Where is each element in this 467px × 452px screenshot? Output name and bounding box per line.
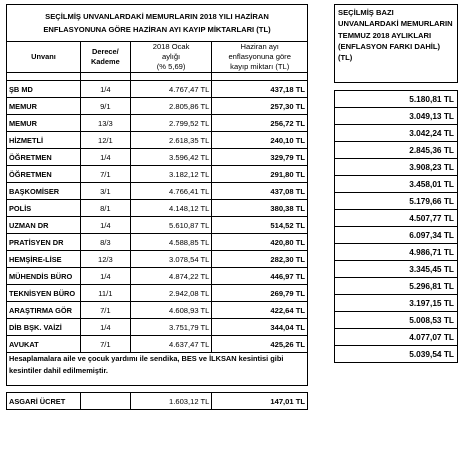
header-unvan: Unvanı (7, 42, 81, 73)
table-row (7, 200, 308, 217)
row-loss: 420,80 TL (212, 234, 308, 251)
row-grade: 11/1 (80, 285, 130, 302)
july-salary-value: 3.458,01 TL (335, 176, 458, 193)
side-row (335, 210, 458, 227)
row-name: HEMŞİRE-LİSE (7, 251, 81, 268)
july-salary-title: SEÇİLMİŞ BAZI UNVANLARDAKİ MEMURLARIN TEMMUZ 2018 AYLIKLARI (ENFLASYON FARKI DAHİL) (TL) (335, 5, 458, 83)
loss-table-body (7, 81, 308, 353)
july-salary-value: 3.042,24 TL (335, 125, 458, 142)
min-wage-row (7, 393, 308, 410)
july-salary-table (334, 4, 458, 390)
table-row (7, 319, 308, 336)
row-salary: 5.610,87 TL (130, 217, 212, 234)
row-loss: 257,30 TL (212, 98, 308, 115)
july-salary-value: 4.077,07 TL (335, 329, 458, 346)
table-row (7, 285, 308, 302)
side-row (335, 329, 458, 346)
row-name: TEKNİSYEN BÜRO (7, 285, 81, 302)
min-wage-grade (80, 393, 130, 410)
table-row (7, 268, 308, 285)
row-loss: 291,80 TL (212, 166, 308, 183)
july-salary-value: 6.097,34 TL (335, 227, 458, 244)
row-salary: 4.148,12 TL (130, 200, 212, 217)
row-loss: 269,79 TL (212, 285, 308, 302)
row-grade: 12/3 (80, 251, 130, 268)
side-row (335, 159, 458, 176)
side-spacer-row (335, 83, 458, 91)
header-derece-line2: Kademe (90, 57, 120, 66)
row-salary: 4.608,93 TL (130, 302, 212, 319)
min-wage-loss: 147,01 TL (212, 393, 308, 410)
july-salary-value: 4.507,77 TL (335, 210, 458, 227)
row-salary: 2.618,35 TL (130, 132, 212, 149)
row-salary: 3.078,54 TL (130, 251, 212, 268)
table-row (7, 132, 308, 149)
row-salary: 4.767,47 TL (130, 81, 212, 98)
row-name: ÖĞRETMEN (7, 166, 81, 183)
side-bottom-row (335, 363, 458, 391)
row-grade: 1/4 (80, 149, 130, 166)
row-name: ŞB MD (7, 81, 81, 98)
header-derece-line1: Derece/ (92, 47, 119, 56)
header-kayip-line1: Haziran ayı (240, 42, 279, 51)
loss-table (6, 4, 308, 410)
side-row (335, 176, 458, 193)
july-salary-value: 5.008,53 TL (335, 312, 458, 329)
title-line-2: ENFLASYONUNA GÖRE HAZİRAN AYI KAYIP MİKTARLARI (TL) (43, 25, 271, 34)
header-derece (80, 42, 130, 73)
header-aylik-line1: 2018 Ocak (152, 42, 190, 51)
row-name: MÜHENDİS BÜRO (7, 268, 81, 285)
row-name: HİZMETLİ (7, 132, 81, 149)
july-salary-value: 5.039,54 TL (335, 346, 458, 363)
july-salary-value: 5.296,81 TL (335, 278, 458, 295)
july-salary-table-container (334, 4, 458, 390)
row-grade: 7/1 (80, 302, 130, 319)
row-loss: 380,38 TL (212, 200, 308, 217)
row-grade: 7/1 (80, 166, 130, 183)
table-row (7, 115, 308, 132)
row-salary: 3.596,42 TL (130, 149, 212, 166)
side-row (335, 227, 458, 244)
row-loss: 437,08 TL (212, 183, 308, 200)
row-name: MEMUR (7, 115, 81, 132)
note-text: Hesaplamalara aile ve çocuk yardımı ile sendika, BES ve İLKSAN kesintisi gibi kesintiler dahil edilmemiştir. (7, 353, 308, 386)
row-grade: 7/1 (80, 336, 130, 353)
row-grade: 9/1 (80, 98, 130, 115)
side-row (335, 312, 458, 329)
side-row (335, 108, 458, 125)
header-aylik-line2: aylığı (162, 52, 181, 61)
row-loss: 329,79 TL (212, 149, 308, 166)
row-name: ARAŞTIRMA GÖR (7, 302, 81, 319)
side-row (335, 346, 458, 363)
row-loss: 240,10 TL (212, 132, 308, 149)
row-grade: 12/1 (80, 132, 130, 149)
header-kayip-line3: kayıp miktarı (TL) (230, 62, 290, 71)
row-grade: 1/4 (80, 217, 130, 234)
row-name: UZMAN DR (7, 217, 81, 234)
row-loss: 514,52 TL (212, 217, 308, 234)
table-row (7, 336, 308, 353)
table-row (7, 149, 308, 166)
row-name: ÖĞRETMEN (7, 149, 81, 166)
row-loss: 425,26 TL (212, 336, 308, 353)
july-salary-value: 5.180,81 TL (335, 91, 458, 108)
header-kayip (212, 42, 308, 73)
row-loss: 446,97 TL (212, 268, 308, 285)
title-line-1: SEÇİLMİŞ UNVANLARDAKİ MEMURLARIN 2018 YILI HAZİRAN (45, 12, 269, 21)
july-salary-value: 3.908,23 TL (335, 159, 458, 176)
row-loss: 256,72 TL (212, 115, 308, 132)
row-loss: 344,04 TL (212, 319, 308, 336)
table-row (7, 98, 308, 115)
header-aylik (130, 42, 212, 73)
july-salary-value: 3.197,15 TL (335, 295, 458, 312)
row-name: BAŞKOMİSER (7, 183, 81, 200)
row-loss: 422,64 TL (212, 302, 308, 319)
table-row (7, 234, 308, 251)
july-salary-value: 3.049,13 TL (335, 108, 458, 125)
july-salary-value: 5.179,66 TL (335, 193, 458, 210)
row-name: POLİS (7, 200, 81, 217)
row-salary: 4.588,85 TL (130, 234, 212, 251)
min-wage-name: ASGARİ ÜCRET (7, 393, 81, 410)
july-salary-value: 3.345,45 TL (335, 261, 458, 278)
table-row (7, 81, 308, 98)
july-salary-value: 2.845,36 TL (335, 142, 458, 159)
row-loss: 437,18 TL (212, 81, 308, 98)
side-row (335, 244, 458, 261)
header-kayip-line2: enflasyonuna göre (228, 52, 291, 61)
spacer-row (7, 73, 308, 81)
table-row (7, 183, 308, 200)
row-name: DİB BŞK. VAİZİ (7, 319, 81, 336)
loss-table-container (6, 4, 308, 410)
row-loss: 282,30 TL (212, 251, 308, 268)
table-row (7, 251, 308, 268)
row-grade: 13/3 (80, 115, 130, 132)
row-name: PRATİSYEN DR (7, 234, 81, 251)
row-name: AVUKAT (7, 336, 81, 353)
spacer-row-2 (7, 386, 308, 393)
header-aylik-line3: (% 5,69) (156, 62, 186, 71)
side-row (335, 295, 458, 312)
row-grade: 8/1 (80, 200, 130, 217)
loss-table-title (7, 5, 308, 42)
row-salary: 2.799,52 TL (130, 115, 212, 132)
row-grade: 1/4 (80, 81, 130, 98)
row-name: MEMUR (7, 98, 81, 115)
row-grade: 1/4 (80, 268, 130, 285)
table-row (7, 166, 308, 183)
table-row (7, 302, 308, 319)
side-row (335, 91, 458, 108)
row-grade: 1/4 (80, 319, 130, 336)
side-row (335, 142, 458, 159)
row-grade: 3/1 (80, 183, 130, 200)
row-salary: 4.766,41 TL (130, 183, 212, 200)
row-salary: 2.805,86 TL (130, 98, 212, 115)
july-salary-body (335, 91, 458, 363)
note-row (7, 353, 308, 386)
row-salary: 3.751,79 TL (130, 319, 212, 336)
row-salary: 2.942,08 TL (130, 285, 212, 302)
header-row (7, 42, 308, 73)
side-row (335, 261, 458, 278)
row-salary: 4.637,47 TL (130, 336, 212, 353)
min-wage-salary: 1.603,12 TL (130, 393, 212, 410)
row-salary: 4.874,22 TL (130, 268, 212, 285)
side-row (335, 193, 458, 210)
july-salary-value: 4.986,71 TL (335, 244, 458, 261)
table-row (7, 217, 308, 234)
row-grade: 8/3 (80, 234, 130, 251)
side-row (335, 125, 458, 142)
side-row (335, 278, 458, 295)
row-salary: 3.182,12 TL (130, 166, 212, 183)
